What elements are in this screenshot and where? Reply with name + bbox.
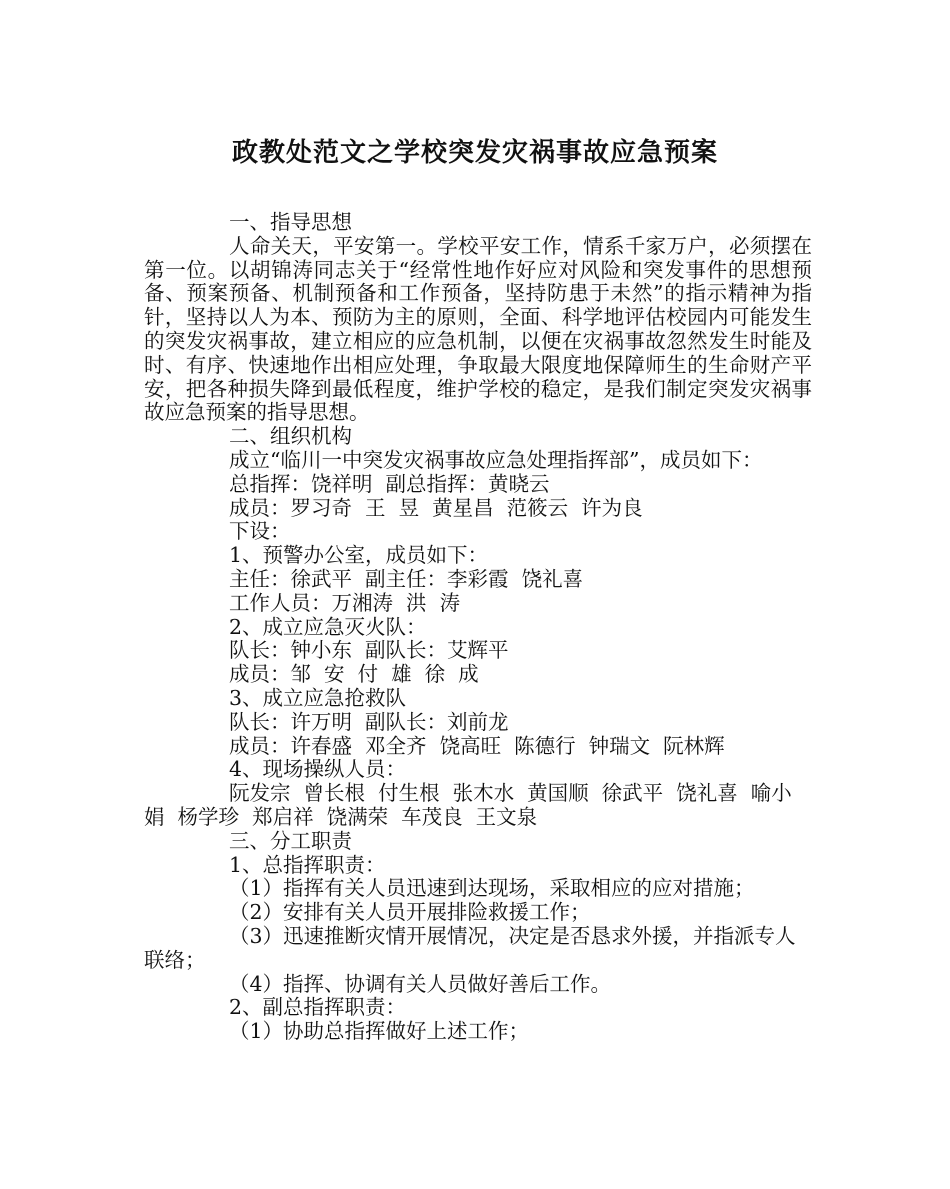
section-heading: 一、指导思想 bbox=[229, 210, 352, 234]
paragraph: 下设： bbox=[229, 519, 291, 544]
page-title: 政教处范文之学校突发灾祸事故应急预案 bbox=[231, 138, 718, 168]
paragraph: 3、成立应急抢救队 bbox=[229, 685, 407, 710]
paragraph: （1）指挥有关人员迅速到达现场，采取相应的应对措施； bbox=[229, 876, 755, 901]
paragraph: 成员：邹 安 付 雄 徐 成 bbox=[229, 662, 479, 687]
paragraph: 1、预警办公室，成员如下： bbox=[229, 543, 489, 568]
paragraph: 2、成立应急灭火队： bbox=[229, 614, 427, 639]
paragraph: 成员：罗习奇 王 昱 黄星昌 范筱云 许为良 bbox=[229, 495, 643, 520]
paragraph: 4、现场操纵人员： bbox=[229, 757, 407, 782]
paragraph: 成立“临川一中突发灾祸事故应急处理指挥部”，成员如下： bbox=[229, 447, 763, 472]
paragraph: 人命关天，平安第一。学校平安工作，情系千家万户，必须摆在第一位。以胡锦涛同志关于“经常性地作好应对风险和突发事件的思想预备、预案预备、机制预备和工作预备，坚持防患于未然”的指示精神为指针，坚持以人为本、预防为主的原则，全面、科学地评估校园内可能发生的突发灾祸事故，建立相应的应急机制，以便在灾祸事故忽然发生时能及时、有序、快速地作出相应处理，争取最大限度地保障师生的生命财产平安，把各种损失降到最低程度，维护学校的稳定，是我们制定突发灾祸事故应急预案的指导思想。 bbox=[144, 233, 812, 425]
paragraph: （1）协助总指挥做好上述工作； bbox=[229, 1019, 530, 1044]
paragraph: 总指挥：饶祥明 副总指挥：黄晓云 bbox=[229, 471, 550, 496]
paragraph: 成员：许春盛 邓全齐 饶高旺 陈德行 钟瑞文 阮林辉 bbox=[229, 733, 725, 758]
paragraph: 队长：许万明 副队长：刘前龙 bbox=[229, 709, 509, 734]
paragraph: 工作人员：万湘涛 洪 涛 bbox=[229, 590, 461, 615]
paragraph: 阮发宗 曾长根 付生根 张木水 黄国顺 徐武平 饶礼喜 喻小娟 杨学珍 郑启祥 饶满荣 车茂良 王文泉 bbox=[144, 781, 792, 829]
section-heading: 二、组织机构 bbox=[229, 424, 352, 449]
paragraph: 1、总指挥职责： bbox=[229, 852, 386, 877]
paragraph: 2、副总指挥职责： bbox=[229, 995, 407, 1020]
paragraph: 主任：徐武平 副主任：李彩霞 饶礼喜 bbox=[229, 566, 584, 591]
paragraph: 队长：钟小东 副队长：艾辉平 bbox=[229, 638, 509, 663]
document-body bbox=[144, 211, 812, 1044]
section-heading: 三、分工职责 bbox=[229, 828, 352, 853]
paragraph: （2）安排有关人员开展排险救援工作； bbox=[229, 900, 591, 925]
paragraph: （3）迅速推断灾情开展情况，决定是否恳求外援，并指派专人联络； bbox=[144, 923, 796, 972]
paragraph: （4）指挥、协调有关人员做好善后工作。 bbox=[229, 971, 612, 996]
